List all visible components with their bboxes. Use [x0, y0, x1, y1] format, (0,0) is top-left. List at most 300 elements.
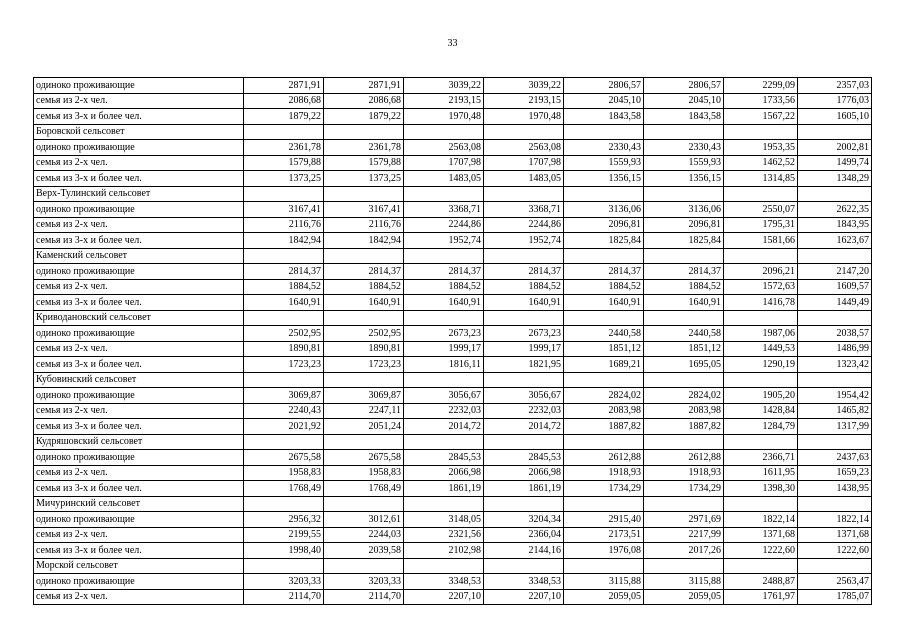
table-row — [34, 558, 872, 574]
row-label: семья из 3-х и более чел. — [34, 109, 244, 125]
row-label: семья из 2-х чел. — [34, 527, 244, 543]
table-cell — [564, 124, 644, 140]
table-cell: 1733,56 — [724, 93, 798, 109]
table-cell: 1689,21 — [564, 357, 644, 373]
table-cell — [724, 186, 798, 202]
row-label: Кудряшовский сельсовет — [34, 434, 244, 450]
row-label: одиноко проживающие — [34, 450, 244, 466]
table-cell: 2563,08 — [484, 140, 564, 156]
table-cell: 2083,98 — [644, 403, 724, 419]
table-cell: 1609,57 — [798, 279, 872, 295]
table-cell: 2673,23 — [404, 326, 484, 342]
table-cell: 1707,98 — [404, 155, 484, 171]
table-cell: 1371,68 — [798, 527, 872, 543]
table-cell: 2096,81 — [564, 217, 644, 233]
table-cell: 2096,21 — [724, 264, 798, 280]
table-cell: 1999,17 — [484, 341, 564, 357]
table-cell: 1768,49 — [244, 481, 324, 497]
table-cell — [798, 248, 872, 264]
table-row — [34, 155, 872, 171]
table-cell: 2845,53 — [484, 450, 564, 466]
table-cell — [644, 372, 724, 388]
table-cell — [244, 496, 324, 512]
table-cell: 3056,67 — [484, 388, 564, 404]
table-cell: 2915,40 — [564, 512, 644, 528]
table-cell: 2814,37 — [244, 264, 324, 280]
table-cell: 3368,71 — [404, 202, 484, 218]
table-cell: 1640,91 — [324, 295, 404, 311]
table-cell: 1884,52 — [484, 279, 564, 295]
table-cell — [324, 558, 404, 574]
table-cell: 2814,37 — [324, 264, 404, 280]
table-cell: 2002,81 — [798, 140, 872, 156]
row-label: одиноко проживающие — [34, 78, 244, 94]
table-cell: 1918,93 — [564, 465, 644, 481]
table-cell — [484, 186, 564, 202]
table-cell: 1567,22 — [724, 109, 798, 125]
row-label: семья из 2-х чел. — [34, 465, 244, 481]
row-label: семья из 3-х и более чел. — [34, 357, 244, 373]
table-cell: 1449,49 — [798, 295, 872, 311]
table-cell — [798, 186, 872, 202]
row-label: семья из 2-х чел. — [34, 217, 244, 233]
table-cell — [324, 186, 404, 202]
table-cell: 1373,25 — [244, 171, 324, 187]
table-row — [34, 357, 872, 373]
row-label: семья из 2-х чел. — [34, 341, 244, 357]
table-cell — [404, 248, 484, 264]
table-cell: 2488,87 — [724, 574, 798, 590]
table-cell — [644, 248, 724, 264]
table-row — [34, 233, 872, 249]
table-cell — [484, 124, 564, 140]
table-cell: 1884,52 — [324, 279, 404, 295]
table-cell: 1579,88 — [244, 155, 324, 171]
table-cell — [244, 434, 324, 450]
table-row — [34, 434, 872, 450]
row-label: Кубовинский сельсовет — [34, 372, 244, 388]
table-cell — [798, 372, 872, 388]
table-cell: 1572,63 — [724, 279, 798, 295]
table-row — [34, 589, 872, 605]
table-cell — [724, 496, 798, 512]
table-cell: 2814,37 — [404, 264, 484, 280]
table-row — [34, 372, 872, 388]
row-label: одиноко проживающие — [34, 202, 244, 218]
table-cell — [724, 310, 798, 326]
table-cell — [484, 496, 564, 512]
table-cell: 1851,12 — [564, 341, 644, 357]
table-cell: 1776,03 — [798, 93, 872, 109]
row-label: одиноко проживающие — [34, 264, 244, 280]
table-cell: 2675,58 — [244, 450, 324, 466]
table-row — [34, 140, 872, 156]
table-cell: 1581,66 — [724, 233, 798, 249]
table-row — [34, 419, 872, 435]
table-cell — [324, 124, 404, 140]
table-cell: 2114,70 — [324, 589, 404, 605]
table-cell: 3167,41 — [324, 202, 404, 218]
table-cell: 3203,33 — [324, 574, 404, 590]
table-cell: 2814,37 — [564, 264, 644, 280]
table-cell: 2612,88 — [564, 450, 644, 466]
row-label: семья из 2-х чел. — [34, 279, 244, 295]
table-cell: 2971,69 — [644, 512, 724, 528]
table-cell: 2232,03 — [484, 403, 564, 419]
table-cell: 2086,68 — [244, 93, 324, 109]
table-row — [34, 217, 872, 233]
table-cell: 1843,58 — [644, 109, 724, 125]
table-cell: 1707,98 — [484, 155, 564, 171]
table-cell — [484, 558, 564, 574]
table-cell — [798, 558, 872, 574]
table-cell: 2059,05 — [644, 589, 724, 605]
table-cell: 1290,19 — [724, 357, 798, 373]
table-cell: 1438,95 — [798, 481, 872, 497]
table-cell: 2217,99 — [644, 527, 724, 543]
table-cell: 2038,57 — [798, 326, 872, 342]
table-cell: 2563,08 — [404, 140, 484, 156]
table-cell: 1887,82 — [564, 419, 644, 435]
table-cell: 2021,92 — [244, 419, 324, 435]
table-cell: 2845,53 — [404, 450, 484, 466]
table-cell: 1428,84 — [724, 403, 798, 419]
table-cell: 2051,24 — [324, 419, 404, 435]
table-cell — [644, 434, 724, 450]
table-cell: 1605,10 — [798, 109, 872, 125]
table-row — [34, 496, 872, 512]
table-cell: 2366,04 — [484, 527, 564, 543]
table-row — [34, 124, 872, 140]
table-cell: 1222,60 — [798, 543, 872, 559]
row-label: одиноко проживающие — [34, 326, 244, 342]
table-cell: 2066,98 — [404, 465, 484, 481]
row-label: Боровской сельсовет — [34, 124, 244, 140]
table-row — [34, 326, 872, 342]
table-cell: 2116,76 — [324, 217, 404, 233]
table-cell: 2814,37 — [644, 264, 724, 280]
table-cell: 2299,09 — [724, 78, 798, 94]
table-cell: 1611,95 — [724, 465, 798, 481]
table-cell: 3012,61 — [324, 512, 404, 528]
row-label: одиноко проживающие — [34, 512, 244, 528]
table-cell — [484, 248, 564, 264]
table-cell: 2824,02 — [564, 388, 644, 404]
table-cell: 1222,60 — [724, 543, 798, 559]
table-cell: 2871,91 — [324, 78, 404, 94]
table-cell: 2361,78 — [324, 140, 404, 156]
table-cell: 2193,15 — [484, 93, 564, 109]
table-cell: 1958,83 — [244, 465, 324, 481]
table-cell: 1317,99 — [798, 419, 872, 435]
table-cell — [244, 124, 324, 140]
table-cell — [244, 186, 324, 202]
table-cell: 1323,42 — [798, 357, 872, 373]
table-cell — [564, 372, 644, 388]
row-label: Каменский сельсовет — [34, 248, 244, 264]
table-cell: 1483,05 — [404, 171, 484, 187]
table-row — [34, 450, 872, 466]
table-cell: 1905,20 — [724, 388, 798, 404]
table-cell: 2550,07 — [724, 202, 798, 218]
table-cell: 1723,23 — [244, 357, 324, 373]
table-cell: 2240,43 — [244, 403, 324, 419]
table-cell: 3204,34 — [484, 512, 564, 528]
table-cell: 2114,70 — [244, 589, 324, 605]
table-row — [34, 78, 872, 94]
table-cell: 2244,86 — [404, 217, 484, 233]
table-cell: 1734,29 — [644, 481, 724, 497]
row-label: Криводановский сельсовет — [34, 310, 244, 326]
table-cell — [564, 186, 644, 202]
table-cell — [244, 558, 324, 574]
table-cell: 1861,19 — [484, 481, 564, 497]
table-cell: 1314,85 — [724, 171, 798, 187]
table-cell: 1958,83 — [324, 465, 404, 481]
table-cell: 2502,95 — [324, 326, 404, 342]
page-number: 33 — [447, 38, 458, 49]
table-row — [34, 186, 872, 202]
table-row — [34, 171, 872, 187]
table-cell: 3069,87 — [324, 388, 404, 404]
table-cell: 1486,99 — [798, 341, 872, 357]
table-cell — [324, 496, 404, 512]
table-cell: 1987,06 — [724, 326, 798, 342]
table-row — [34, 527, 872, 543]
table-cell: 1640,91 — [644, 295, 724, 311]
table-cell — [404, 558, 484, 574]
table-row — [34, 543, 872, 559]
row-label: семья из 2-х чел. — [34, 93, 244, 109]
table-cell — [564, 248, 644, 264]
table-body — [34, 78, 872, 605]
table-cell: 1918,93 — [644, 465, 724, 481]
table-cell: 2086,68 — [324, 93, 404, 109]
table-cell: 1976,08 — [564, 543, 644, 559]
row-label: Мичуринский сельсовет — [34, 496, 244, 512]
table-cell: 1695,05 — [644, 357, 724, 373]
table-cell — [404, 310, 484, 326]
row-label: семья из 3-х и более чел. — [34, 543, 244, 559]
table-cell: 3136,06 — [564, 202, 644, 218]
table-cell — [484, 434, 564, 450]
table-cell: 1640,91 — [564, 295, 644, 311]
table-cell: 3167,41 — [244, 202, 324, 218]
table-cell: 2207,10 — [404, 589, 484, 605]
table-cell: 2147,20 — [798, 264, 872, 280]
table-cell: 1483,05 — [484, 171, 564, 187]
table-row — [34, 279, 872, 295]
table-cell: 3368,71 — [484, 202, 564, 218]
row-label: Верх-Тулинский сельсовет — [34, 186, 244, 202]
table-cell: 1499,74 — [798, 155, 872, 171]
row-label: одиноко проживающие — [34, 574, 244, 590]
table-cell: 3348,53 — [404, 574, 484, 590]
table-cell — [724, 248, 798, 264]
table-cell: 3203,33 — [244, 574, 324, 590]
row-label: семья из 2-х чел. — [34, 589, 244, 605]
table-cell: 1822,14 — [724, 512, 798, 528]
table-cell — [324, 310, 404, 326]
table-cell: 2102,98 — [404, 543, 484, 559]
table-cell: 1879,22 — [324, 109, 404, 125]
table-cell — [404, 496, 484, 512]
table-cell: 1723,23 — [324, 357, 404, 373]
table-cell — [484, 372, 564, 388]
table-cell: 2563,47 — [798, 574, 872, 590]
table-cell: 1861,19 — [404, 481, 484, 497]
table-cell — [244, 372, 324, 388]
table-cell — [404, 434, 484, 450]
table-cell: 2612,88 — [644, 450, 724, 466]
row-label: семья из 3-х и более чел. — [34, 233, 244, 249]
table-cell: 1373,25 — [324, 171, 404, 187]
table-cell: 1356,15 — [564, 171, 644, 187]
table-cell — [404, 186, 484, 202]
table-cell — [324, 372, 404, 388]
table-cell: 1640,91 — [244, 295, 324, 311]
table-cell: 3115,88 — [644, 574, 724, 590]
table-cell: 2437,63 — [798, 450, 872, 466]
table-cell — [404, 372, 484, 388]
table-cell: 1559,93 — [644, 155, 724, 171]
table-cell: 2361,78 — [244, 140, 324, 156]
table-cell: 2622,35 — [798, 202, 872, 218]
row-label: семья из 3-х и более чел. — [34, 171, 244, 187]
table-cell — [644, 496, 724, 512]
table-cell — [564, 558, 644, 574]
table-cell: 1356,15 — [644, 171, 724, 187]
table-row — [34, 574, 872, 590]
table-cell: 2956,32 — [244, 512, 324, 528]
table-row — [34, 465, 872, 481]
table-cell: 2207,10 — [484, 589, 564, 605]
table-row — [34, 310, 872, 326]
table-row — [34, 93, 872, 109]
row-label: семья из 2-х чел. — [34, 403, 244, 419]
table-cell: 2144,16 — [484, 543, 564, 559]
table-cell: 1816,11 — [404, 357, 484, 373]
table-cell: 1953,35 — [724, 140, 798, 156]
table-cell: 1559,93 — [564, 155, 644, 171]
table-cell: 1734,29 — [564, 481, 644, 497]
table-cell: 1825,84 — [564, 233, 644, 249]
table-cell: 1842,94 — [244, 233, 324, 249]
table-cell: 2045,10 — [644, 93, 724, 109]
table-cell: 2330,43 — [564, 140, 644, 156]
table-cell: 1998,40 — [244, 543, 324, 559]
table-cell: 1884,52 — [644, 279, 724, 295]
table-cell: 3069,87 — [244, 388, 324, 404]
row-label: семья из 3-х и более чел. — [34, 481, 244, 497]
table-cell — [484, 310, 564, 326]
table-cell: 1284,79 — [724, 419, 798, 435]
table-row — [34, 202, 872, 218]
table-cell: 2059,05 — [564, 589, 644, 605]
table-cell — [798, 434, 872, 450]
table-cell: 2871,91 — [244, 78, 324, 94]
table-cell: 2806,57 — [644, 78, 724, 94]
table-cell — [798, 310, 872, 326]
row-label: семья из 2-х чел. — [34, 155, 244, 171]
table-row — [34, 403, 872, 419]
table-cell: 2330,43 — [644, 140, 724, 156]
row-label: семья из 3-х и более чел. — [34, 295, 244, 311]
table-cell: 1884,52 — [404, 279, 484, 295]
table-cell: 1999,17 — [404, 341, 484, 357]
table-cell: 2244,86 — [484, 217, 564, 233]
table-cell: 2045,10 — [564, 93, 644, 109]
table-cell: 1842,94 — [324, 233, 404, 249]
table-cell — [564, 434, 644, 450]
table-cell — [644, 186, 724, 202]
table-row — [34, 512, 872, 528]
table-cell: 2673,23 — [484, 326, 564, 342]
table-cell — [798, 496, 872, 512]
table-cell: 2173,51 — [564, 527, 644, 543]
table-cell: 1954,42 — [798, 388, 872, 404]
table-cell: 2824,02 — [644, 388, 724, 404]
table-cell: 2014,72 — [404, 419, 484, 435]
table-cell: 1890,81 — [244, 341, 324, 357]
table-cell: 2014,72 — [484, 419, 564, 435]
table-cell: 2017,26 — [644, 543, 724, 559]
table-cell: 1465,82 — [798, 403, 872, 419]
table-cell: 1449,53 — [724, 341, 798, 357]
table-cell — [724, 558, 798, 574]
table-cell: 1579,88 — [324, 155, 404, 171]
table-cell: 1952,74 — [484, 233, 564, 249]
table-cell: 3136,06 — [644, 202, 724, 218]
table-cell: 3056,67 — [404, 388, 484, 404]
table-cell: 2321,56 — [404, 527, 484, 543]
table-cell: 3348,53 — [484, 574, 564, 590]
table-cell: 2675,58 — [324, 450, 404, 466]
table-cell: 1623,67 — [798, 233, 872, 249]
tariff-table — [33, 77, 872, 605]
table-row — [34, 264, 872, 280]
table-row — [34, 248, 872, 264]
table-cell: 1879,22 — [244, 109, 324, 125]
table-cell: 2199,55 — [244, 527, 324, 543]
table-cell — [244, 248, 324, 264]
table-row — [34, 341, 872, 357]
table-cell: 2814,37 — [484, 264, 564, 280]
table-cell: 2039,58 — [324, 543, 404, 559]
table-cell: 1371,68 — [724, 527, 798, 543]
table-cell: 2366,71 — [724, 450, 798, 466]
table-cell — [324, 434, 404, 450]
table-cell: 3039,22 — [484, 78, 564, 94]
table-cell — [404, 124, 484, 140]
table-cell: 1640,91 — [484, 295, 564, 311]
table-cell — [644, 124, 724, 140]
table-cell — [324, 248, 404, 264]
table-cell: 1952,74 — [404, 233, 484, 249]
table-cell: 1659,23 — [798, 465, 872, 481]
row-label: одиноко проживающие — [34, 388, 244, 404]
table-cell: 1825,84 — [644, 233, 724, 249]
row-label: семья из 3-х и более чел. — [34, 419, 244, 435]
table-cell: 2244,03 — [324, 527, 404, 543]
table-cell: 1795,31 — [724, 217, 798, 233]
table-cell: 1884,52 — [244, 279, 324, 295]
row-label: Морской сельсовет — [34, 558, 244, 574]
table-cell: 1884,52 — [564, 279, 644, 295]
table-cell: 2096,81 — [644, 217, 724, 233]
table-cell: 1768,49 — [324, 481, 404, 497]
table-cell: 3039,22 — [404, 78, 484, 94]
